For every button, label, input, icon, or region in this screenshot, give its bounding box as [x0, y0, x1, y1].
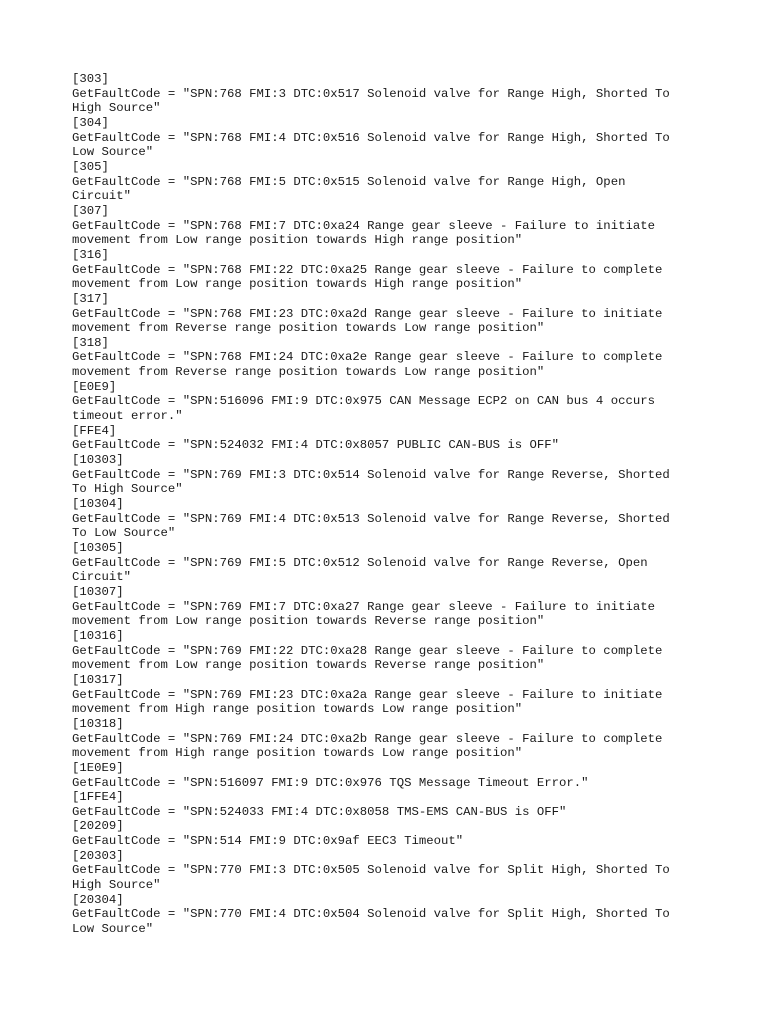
fault-code-entry — [72, 717, 712, 761]
fault-code-line: GetFaultCode = "SPN:769 FMI:5 DTC:0x512 Solenoid valve for Range Reverse, Open — [72, 555, 648, 570]
fault-code-line: movement from Reverse range position towards Low range position" — [72, 365, 545, 380]
fault-code-entry — [72, 819, 712, 848]
fault-code-line: GetFaultCode = "SPN:768 FMI:5 DTC:0x515 Solenoid valve for Range High, Open — [72, 174, 626, 189]
fault-code-line: movement from Low range position towards Reverse range position" — [72, 658, 545, 673]
fault-code-entry — [72, 790, 712, 819]
fault-code-line: movement from High range position towards Low range position" — [72, 746, 523, 761]
fault-code-key: [10303] — [72, 453, 124, 468]
fault-code-line: Low Source" — [72, 145, 154, 160]
fault-code-entry — [72, 204, 712, 248]
fault-code-line: GetFaultCode = "SPN:769 FMI:3 DTC:0x514 Solenoid valve for Range Reverse, Shorted — [72, 467, 670, 482]
fault-code-line: GetFaultCode = "SPN:770 FMI:4 DTC:0x504 Solenoid valve for Split High, Shorted To — [72, 907, 670, 922]
fault-code-line: GetFaultCode = "SPN:768 FMI:7 DTC:0xa24 Range gear sleeve - Failure to initiate — [72, 218, 655, 233]
fault-code-line: GetFaultCode = "SPN:524032 FMI:4 DTC:0x8057 PUBLIC CAN-BUS is OFF" — [72, 438, 560, 453]
fault-code-line: Low Source" — [72, 922, 154, 937]
fault-code-line: GetFaultCode = "SPN:769 FMI:24 DTC:0xa2b Range gear sleeve - Failure to complete — [72, 731, 663, 746]
document-page — [72, 72, 712, 937]
fault-code-key: [E0E9] — [72, 379, 117, 394]
fault-code-line: GetFaultCode = "SPN:769 FMI:22 DTC:0xa28 Range gear sleeve - Failure to complete — [72, 643, 663, 658]
fault-code-key: [307] — [72, 203, 109, 218]
fault-code-key: [305] — [72, 159, 109, 174]
fault-code-entry — [72, 72, 712, 116]
fault-code-line: movement from Reverse range position towards Low range position" — [72, 321, 545, 336]
fault-code-line: GetFaultCode = "SPN:768 FMI:4 DTC:0x516 Solenoid valve for Range High, Shorted To — [72, 130, 670, 145]
fault-code-key: [10307] — [72, 584, 124, 599]
fault-code-key: [20303] — [72, 848, 124, 863]
fault-code-entry — [72, 541, 712, 585]
fault-code-key: [1E0E9] — [72, 760, 124, 775]
fault-code-line: GetFaultCode = "SPN:524033 FMI:4 DTC:0x8058 TMS-EMS CAN-BUS is OFF" — [72, 804, 567, 819]
fault-code-entry — [72, 380, 712, 424]
fault-code-key: [FFE4] — [72, 423, 117, 438]
fault-code-key: [318] — [72, 335, 109, 350]
fault-code-line: Circuit" — [72, 570, 132, 585]
fault-code-key: [316] — [72, 247, 109, 262]
fault-code-key: [10317] — [72, 672, 124, 687]
fault-code-line: Circuit" — [72, 189, 132, 204]
fault-code-entry — [72, 336, 712, 380]
fault-code-entry — [72, 629, 712, 673]
fault-code-key: [10318] — [72, 716, 124, 731]
fault-code-line: High Source" — [72, 878, 161, 893]
fault-code-line: GetFaultCode = "SPN:769 FMI:23 DTC:0xa2a Range gear sleeve - Failure to initiate — [72, 687, 663, 702]
fault-code-line: GetFaultCode = "SPN:770 FMI:3 DTC:0x505 Solenoid valve for Split High, Shorted To — [72, 863, 670, 878]
fault-code-entry — [72, 673, 712, 717]
fault-code-line: GetFaultCode = "SPN:769 FMI:4 DTC:0x513 Solenoid valve for Range Reverse, Shorted — [72, 511, 670, 526]
fault-code-entry — [72, 893, 712, 937]
fault-code-line: GetFaultCode = "SPN:768 FMI:23 DTC:0xa2d Range gear sleeve - Failure to initiate — [72, 306, 663, 321]
fault-code-line: GetFaultCode = "SPN:768 FMI:24 DTC:0xa2e Range gear sleeve - Failure to complete — [72, 350, 663, 365]
fault-code-line: To Low Source" — [72, 526, 176, 541]
fault-code-entry — [72, 160, 712, 204]
fault-code-key: [10304] — [72, 497, 124, 512]
fault-code-line: timeout error." — [72, 409, 183, 424]
fault-code-line: movement from Low range position towards High range position" — [72, 277, 523, 292]
fault-code-entry — [72, 761, 712, 790]
fault-code-key: [304] — [72, 115, 109, 130]
fault-code-key: [1FFE4] — [72, 790, 124, 805]
fault-code-entry — [72, 248, 712, 292]
fault-code-key: [10316] — [72, 628, 124, 643]
fault-code-entry — [72, 116, 712, 160]
fault-code-line: movement from Low range position towards High range position" — [72, 233, 523, 248]
fault-code-entry — [72, 453, 712, 497]
fault-code-line: High Source" — [72, 101, 161, 116]
fault-code-entry — [72, 849, 712, 893]
fault-code-key: [317] — [72, 291, 109, 306]
fault-code-key: [303] — [72, 72, 109, 86]
fault-code-line: GetFaultCode = "SPN:769 FMI:7 DTC:0xa27 Range gear sleeve - Failure to initiate — [72, 599, 655, 614]
fault-code-line: movement from High range position towards Low range position" — [72, 702, 523, 717]
fault-code-line: GetFaultCode = "SPN:768 FMI:22 DTC:0xa25 Range gear sleeve - Failure to complete — [72, 262, 663, 277]
fault-code-line: GetFaultCode = "SPN:514 FMI:9 DTC:0x9af EEC3 Timeout" — [72, 834, 464, 849]
fault-code-line: movement from Low range position towards Reverse range position" — [72, 614, 545, 629]
fault-code-entry — [72, 497, 712, 541]
fault-code-entry — [72, 424, 712, 453]
fault-code-entry — [72, 292, 712, 336]
fault-code-key: [20304] — [72, 892, 124, 907]
fault-code-key: [10305] — [72, 541, 124, 555]
fault-code-line: To High Source" — [72, 482, 183, 497]
fault-code-line: GetFaultCode = "SPN:516096 FMI:9 DTC:0x975 CAN Message ECP2 on CAN bus 4 occurs — [72, 394, 655, 409]
fault-code-line: GetFaultCode = "SPN:768 FMI:3 DTC:0x517 Solenoid valve for Range High, Shorted To — [72, 86, 670, 101]
fault-code-line: GetFaultCode = "SPN:516097 FMI:9 DTC:0x976 TQS Message Timeout Error." — [72, 775, 589, 790]
fault-code-list — [72, 72, 712, 937]
fault-code-entry — [72, 585, 712, 629]
fault-code-key: [20209] — [72, 819, 124, 834]
